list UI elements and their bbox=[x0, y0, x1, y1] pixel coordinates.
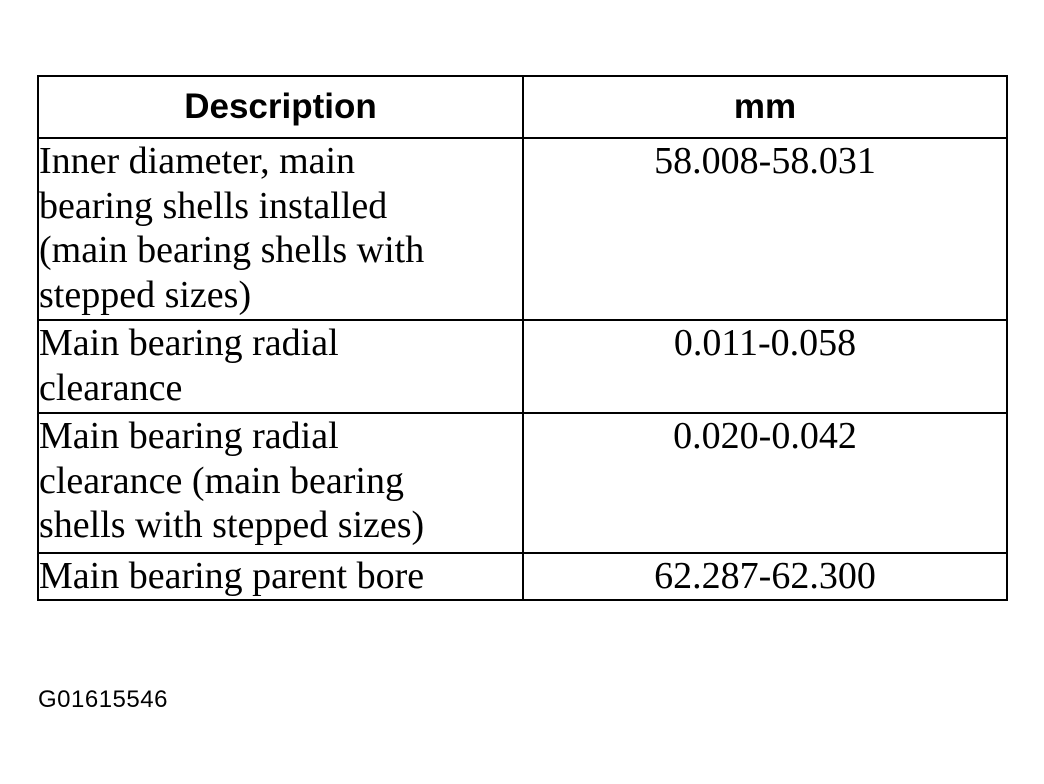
description-line: Main bearing radial bbox=[39, 322, 339, 364]
description-column-header: Description bbox=[38, 76, 523, 138]
description-line: Inner diameter, main bbox=[39, 140, 356, 182]
table-header-row bbox=[38, 76, 1007, 138]
figure-id: G01615546 bbox=[38, 686, 168, 713]
table-row bbox=[38, 413, 1007, 553]
value-cell: 62.287-62.300 bbox=[523, 553, 1007, 600]
description-cell bbox=[38, 320, 523, 413]
value-cell: 58.008-58.031 bbox=[523, 138, 1007, 320]
specification-table bbox=[37, 75, 1008, 601]
unit-column-header: mm bbox=[523, 76, 1007, 138]
description-line: Main bearing radial bbox=[39, 415, 339, 457]
table-row bbox=[38, 553, 1007, 600]
description-line: stepped sizes) bbox=[39, 273, 252, 316]
table-row bbox=[38, 320, 1007, 413]
description-line: bearing shells installed bbox=[39, 184, 388, 227]
description-line: Main bearing parent bore bbox=[39, 555, 425, 597]
description-line: clearance bbox=[39, 366, 183, 409]
description-line: clearance (main bearing bbox=[39, 459, 404, 502]
table-row bbox=[38, 138, 1007, 320]
value-cell: 0.020-0.042 bbox=[523, 413, 1007, 553]
description-cell bbox=[38, 553, 523, 600]
description-cell bbox=[38, 413, 523, 553]
value-cell: 0.011-0.058 bbox=[523, 320, 1007, 413]
description-line: shells with stepped sizes) bbox=[39, 504, 425, 546]
description-line: (main bearing shells with bbox=[39, 229, 425, 271]
description-cell bbox=[38, 138, 523, 320]
